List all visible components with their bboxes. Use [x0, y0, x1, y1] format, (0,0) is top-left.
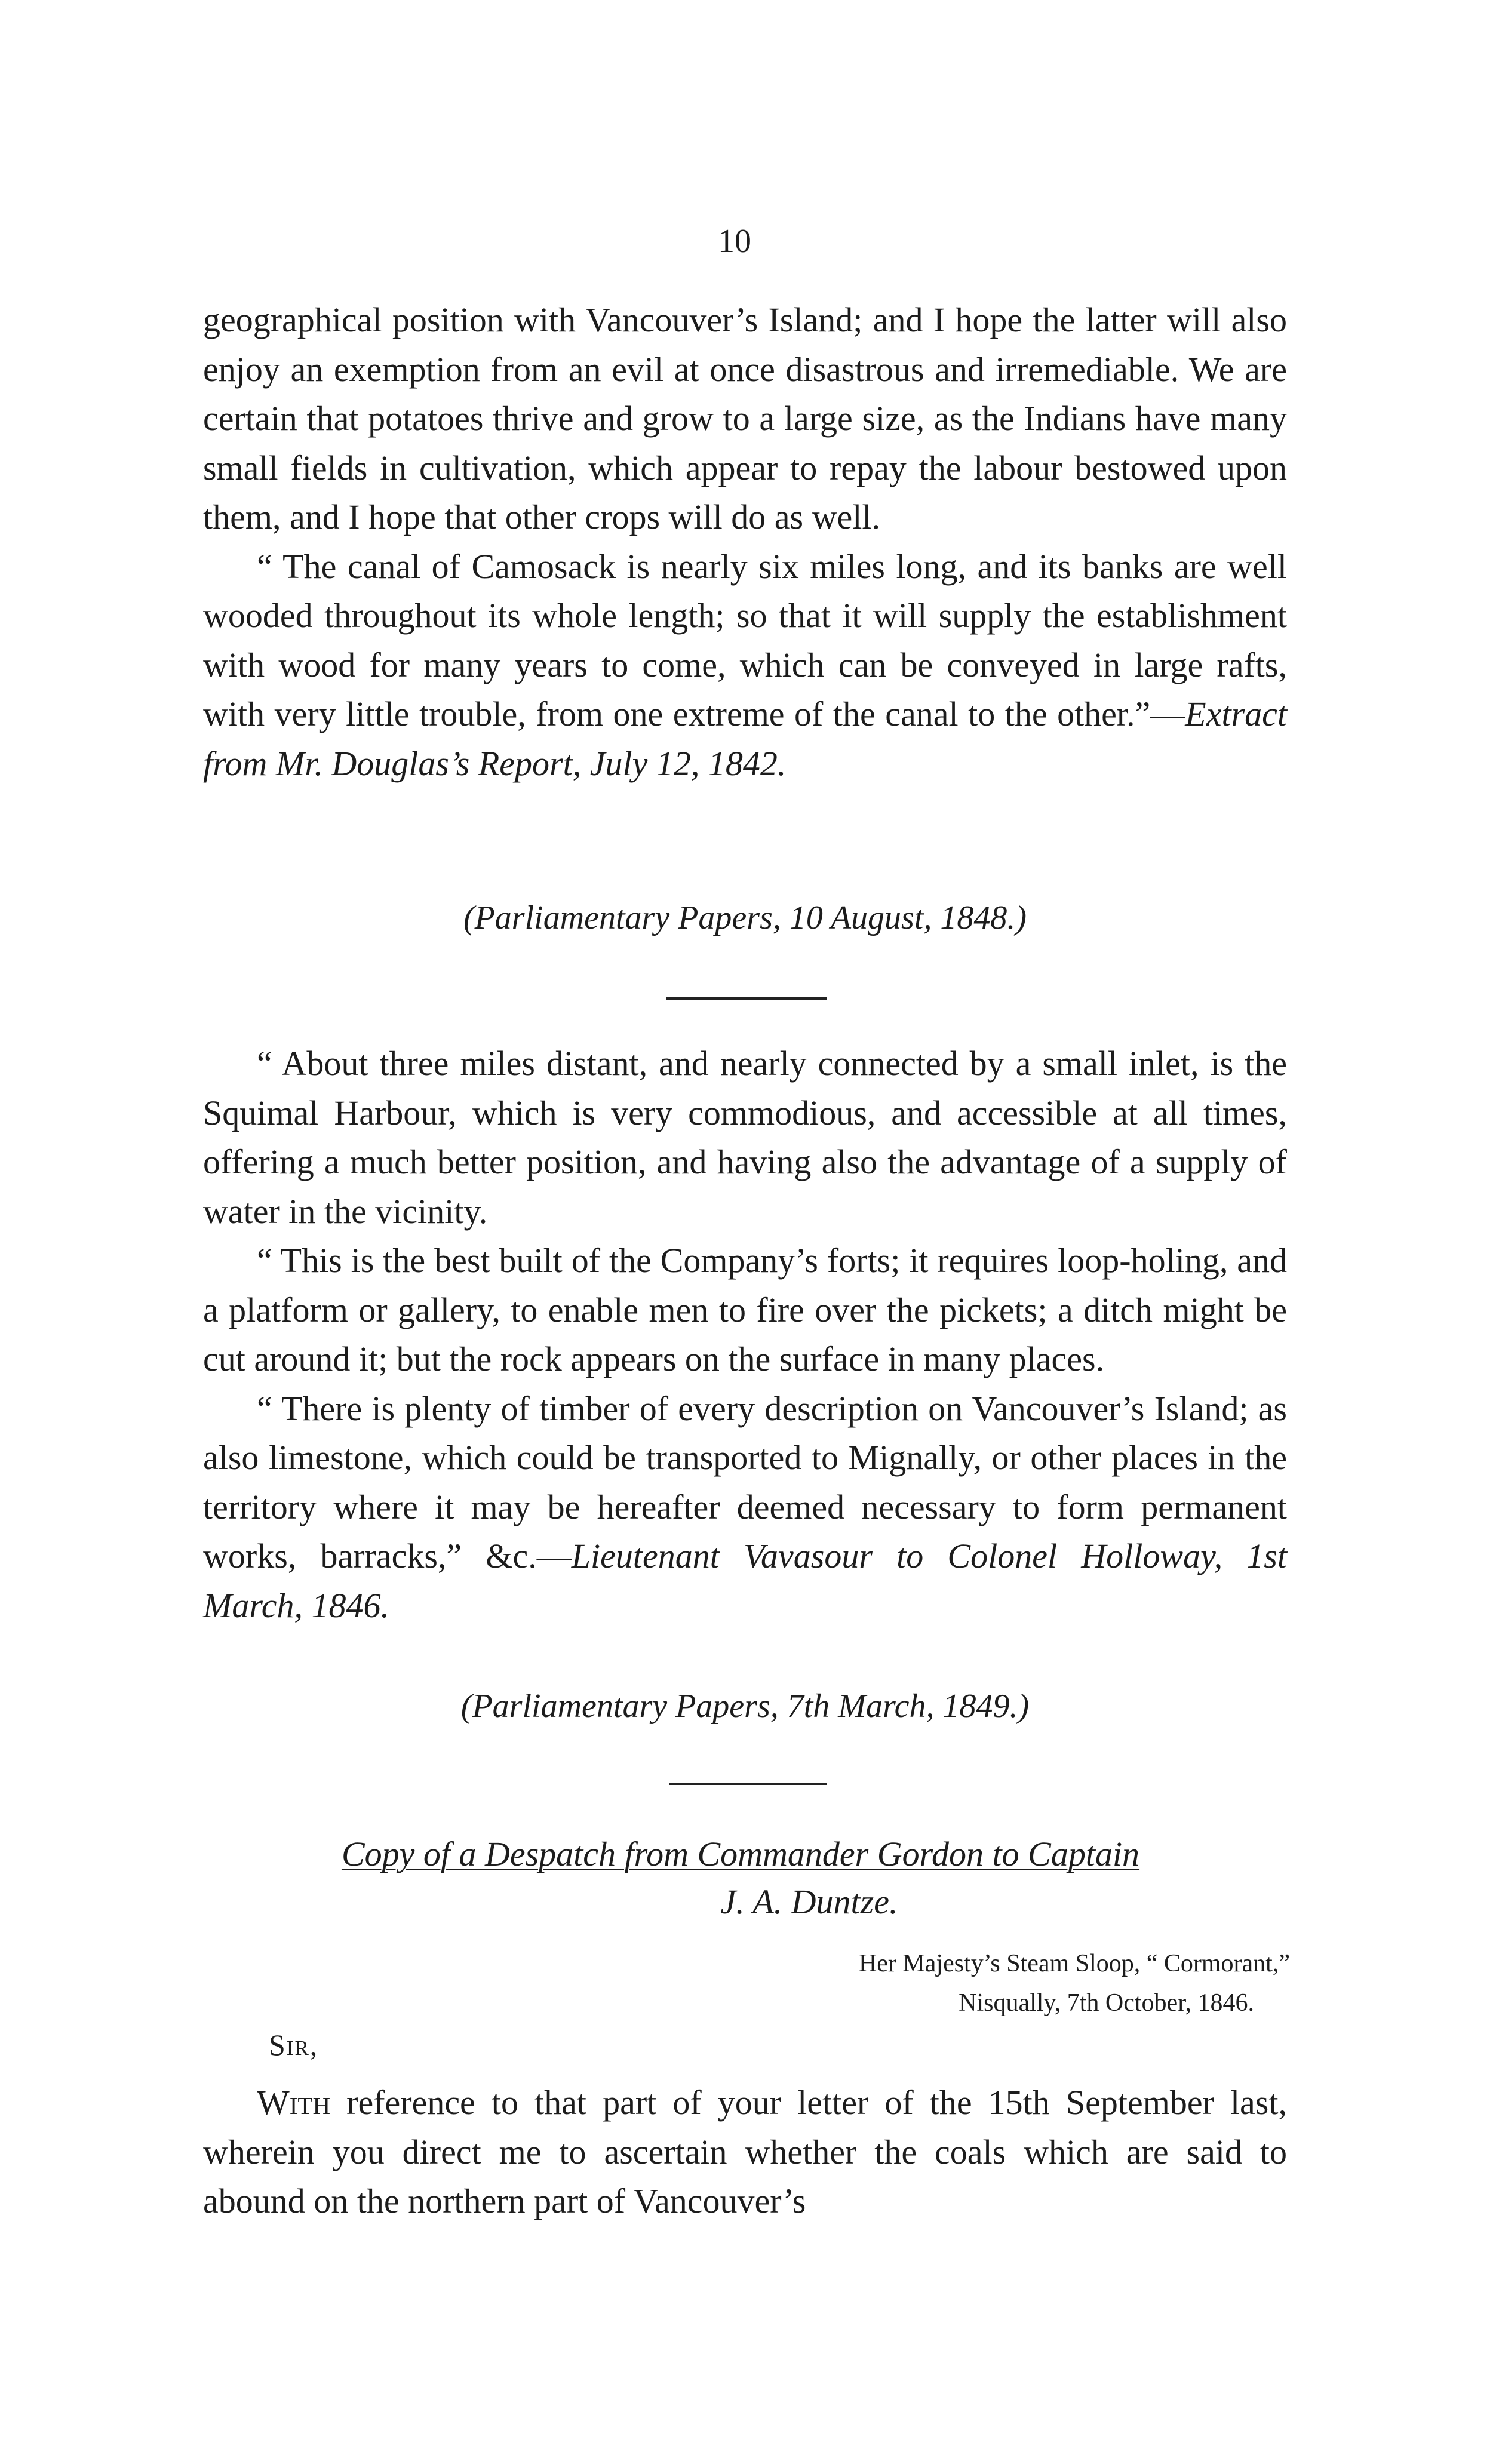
- quote-text: “ The canal of Camosack is nearly six miles long, and its banks are well wooded throughout its whole length; so that it will supply the establishment with wood for many years to come, which can be conveyed in large rafts, with very little trouble, from one extreme of the canal to the other.”—: [203, 546, 1287, 733]
- letter-text: reference to that part of your letter of the 15th September last, wherein you direct me to ascertain whether the coals which are said to abound on the northern part of Vancouver’s: [203, 2083, 1287, 2220]
- opening-word: With: [257, 2083, 331, 2122]
- section-divider: [669, 1783, 827, 1785]
- source-note: (Parliamentary Papers, 7th March, 1849.): [460, 1688, 1030, 1725]
- section-1: [203, 296, 1287, 788]
- quoted-paragraph: “ About three miles distant, and nearly connected by a small inlet, is the Squimal Harbour, which is very commodious, and accessible at all times, offering a much better position, and having also the advantage of a supply of water in the vicinity.: [203, 1044, 1287, 1231]
- quoted-paragraph: [203, 1384, 1287, 1631]
- quote-text: “ There is plenty of timber of every description on Vancouver’s Island; as also limestone, which could be transported to Mignally, or other places in the territory where it may be hereafter deemed necessary to form permanent works, barracks,” &c.—: [203, 1388, 1287, 1575]
- page-number: 10: [718, 223, 751, 260]
- letter-body: [203, 2078, 1287, 2226]
- letter-paragraph: [203, 2078, 1287, 2226]
- dateline-line-2: Nisqually, 7th October, 1846.: [959, 1989, 1254, 2017]
- body-paragraph: geographical position with Vancouver’s Island; and I hope the latter will also enjoy an exemption from an evil at once disastrous and irremediable. We are certain that potatoes thrive and grow to a large size, as the Indians have many small fields in cultivation, which appear to repay the labour bestowed upon them, and I hope that other crops will do as well.: [203, 300, 1287, 536]
- dateline: [675, 1944, 1290, 2023]
- section-2: [203, 1039, 1287, 1630]
- despatch-heading-line-2: J. A. Duntze.: [720, 1882, 898, 1921]
- salutation: Sir,: [269, 2028, 319, 2061]
- source-note: (Parliamentary Papers, 10 August, 1848.): [463, 899, 1027, 936]
- quoted-paragraph: [203, 542, 1287, 789]
- dateline-line-1: Her Majesty’s Steam Sloop, “ Cormorant,”: [858, 1950, 1290, 1977]
- despatch-heading: [263, 1830, 1218, 1926]
- citation: Lieutenant Vavasour to Colonel Holloway, 1st March, 1846.: [203, 1537, 1287, 1625]
- despatch-heading-line-1: Copy of a Despatch from Commander Gordon to Captain: [341, 1835, 1140, 1873]
- quoted-paragraph: “ This is the best built of the Company’s forts; it requires loop-holing, and a platform or gallery, to enable men to fire over the pickets; a ditch might be cut around it; but the rock appears on the surface in many places.: [203, 1241, 1287, 1378]
- citation: Extract from Mr. Douglas’s Report, July 12, 1842.: [203, 695, 1287, 783]
- section-divider: [666, 997, 827, 1000]
